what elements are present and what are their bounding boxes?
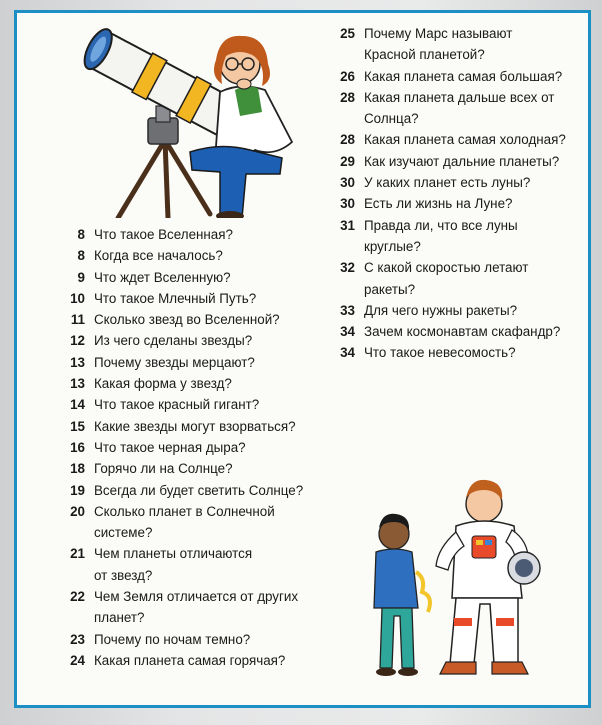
toc-title: Что ждет Вселенную? <box>94 269 231 285</box>
toc-page-number: 19 <box>70 482 85 498</box>
toc-entry[interactable] <box>327 129 597 150</box>
toc-entry[interactable] <box>57 373 327 394</box>
toc-title: Всегда ли будет светить Солнце? <box>94 482 304 498</box>
contents-left-column <box>57 224 327 671</box>
toc-title: Какая форма у звезд? <box>94 376 232 392</box>
toc-page-number: 28 <box>340 132 355 148</box>
toc-entry[interactable] <box>327 172 597 193</box>
toc-entry[interactable] <box>57 586 327 629</box>
toc-title: Чем планеты отличаются от звезд? <box>94 546 253 583</box>
toc-entry[interactable] <box>57 330 327 351</box>
toc-entry[interactable] <box>327 257 597 300</box>
toc-entry[interactable] <box>57 245 327 266</box>
toc-page-number: 29 <box>340 153 355 169</box>
toc-title: Что такое красный гигант? <box>94 397 260 413</box>
toc-title: Из чего сделаны звезды? <box>94 333 253 349</box>
toc-title: Что такое невесомость? <box>364 345 516 361</box>
toc-title: Есть ли жизнь на Луне? <box>364 196 513 212</box>
toc-title: Какая планета дальше всех от Солнца? <box>364 89 555 127</box>
toc-entry[interactable] <box>57 224 327 245</box>
toc-page-number: 15 <box>70 418 85 434</box>
toc-entry[interactable] <box>57 416 327 437</box>
toc-entry[interactable] <box>327 66 597 87</box>
contents-right-column <box>327 23 597 364</box>
toc-entry[interactable] <box>57 267 327 288</box>
toc-title: Сколько планет в Солнечной системе? <box>94 503 275 541</box>
toc-entry[interactable] <box>57 543 327 586</box>
toc-page-number: 11 <box>70 312 85 328</box>
toc-page-number: 25 <box>340 26 355 41</box>
toc-title: Какая планета самая большая? <box>364 68 563 84</box>
toc-page-number: 30 <box>340 175 355 191</box>
toc-entry[interactable] <box>327 87 597 130</box>
toc-entry[interactable] <box>57 629 327 650</box>
toc-title: Что такое Млечный Путь? <box>94 290 257 306</box>
toc-title: Почему по ночам темно? <box>94 631 251 647</box>
toc-page-number: 8 <box>77 248 85 264</box>
toc-entry[interactable] <box>327 193 597 214</box>
toc-title: Какая планета самая горячая? <box>94 652 286 668</box>
toc-title: Какие звезды могут взорваться? <box>94 418 296 434</box>
toc-page-number: 8 <box>77 227 85 242</box>
toc-page-number: 16 <box>70 439 85 455</box>
toc-entry[interactable] <box>327 321 597 342</box>
toc-title: С какой скоростью летают ракеты? <box>364 260 529 297</box>
toc-page-number: 21 <box>70 546 85 562</box>
toc-entry[interactable] <box>327 300 597 321</box>
toc-title: Что такое Вселенная? <box>94 227 233 242</box>
toc-page-number: 34 <box>340 345 355 361</box>
toc-title: Что такое черная дыра? <box>94 439 246 455</box>
toc-page-number: 20 <box>70 503 85 519</box>
toc-title: Горячо ли на Солнце? <box>94 461 233 477</box>
toc-entry[interactable] <box>327 215 597 258</box>
toc-page-number: 30 <box>340 196 355 212</box>
toc-entry[interactable] <box>57 650 327 671</box>
toc-entry[interactable] <box>327 151 597 172</box>
toc-title: Почему звезды мерцают? <box>94 354 255 370</box>
toc-entry[interactable] <box>57 480 327 501</box>
toc-title: Правда ли, что все луны круглые? <box>364 217 518 254</box>
toc-page-number: 31 <box>340 217 355 233</box>
toc-page-number: 24 <box>70 652 85 668</box>
toc-entry[interactable] <box>57 352 327 373</box>
toc-title: Для чего нужны ракеты? <box>364 302 518 318</box>
toc-entry[interactable] <box>57 394 327 415</box>
toc-page-number: 26 <box>340 68 355 84</box>
toc-entry[interactable] <box>57 437 327 458</box>
toc-entry[interactable] <box>57 458 327 479</box>
toc-page-number: 28 <box>340 89 355 105</box>
toc-title: Чем Земля отличается от других планет? <box>94 589 299 626</box>
toc-page-number: 9 <box>77 269 85 285</box>
toc-title: Зачем космонавтам скафандр? <box>364 324 561 340</box>
toc-title: У каких планет есть луны? <box>364 175 531 191</box>
toc-page-number: 18 <box>70 461 85 477</box>
toc-page-number: 13 <box>70 354 85 370</box>
toc-page-number: 12 <box>70 333 85 349</box>
toc-title: Когда все началось? <box>94 248 223 264</box>
toc-entry[interactable] <box>327 342 597 363</box>
toc-page-number: 32 <box>340 260 355 276</box>
toc-entry[interactable] <box>327 23 597 66</box>
toc-title: Как изучают дальние планеты? <box>364 153 560 169</box>
toc-title: Какая планета самая холодная? <box>364 132 566 148</box>
scientist-telescope-illustration <box>70 22 310 218</box>
toc-entry[interactable] <box>57 501 327 544</box>
toc-page-number: 34 <box>340 324 355 340</box>
toc-title: Сколько звезд во Вселенной? <box>94 312 280 328</box>
boy-astronaut-illustration <box>352 468 552 682</box>
toc-entry[interactable] <box>57 288 327 309</box>
toc-page-number: 23 <box>70 631 85 647</box>
toc-entry[interactable] <box>57 309 327 330</box>
toc-page-number: 10 <box>70 290 85 306</box>
toc-page-number: 13 <box>70 376 85 392</box>
toc-title: Почему Марс называют Красной планетой? <box>364 26 513 63</box>
toc-page-number: 14 <box>70 397 85 413</box>
toc-page-number: 22 <box>70 589 85 605</box>
toc-page-number: 33 <box>340 302 355 318</box>
